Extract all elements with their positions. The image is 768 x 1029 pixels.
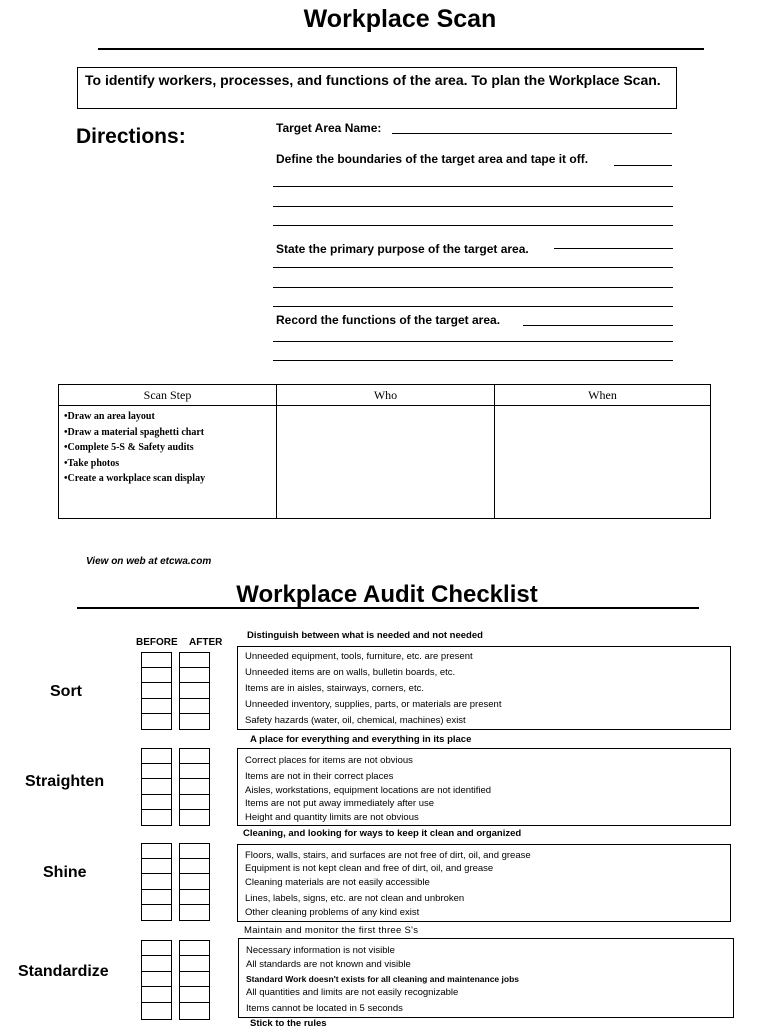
directions-label: Directions: [76,125,186,148]
list-item: •Draw a material spaghetti chart [64,426,205,438]
sort-before-checkboxes [141,652,172,730]
checkbox[interactable] [180,779,209,794]
checkbox[interactable] [142,764,171,779]
when-cell[interactable] [495,406,711,519]
list-item: Floors, walls, stairs, and surfaces are not free of dirt, oil, and grease [245,850,531,861]
checkbox[interactable] [142,905,171,919]
list-item: Unneeded equipment, tools, furniture, etc. are present [245,651,473,662]
list-item: •Take photos [64,457,120,469]
checkbox[interactable] [180,699,209,714]
checkbox[interactable] [180,956,209,971]
checkbox[interactable] [142,956,171,971]
scan-steps-cell [59,406,277,519]
list-item: Standard Work doesn't exists for all cleaning and maintenance jobs [246,974,519,984]
straighten-after-checkboxes [179,748,210,826]
audit-title-underline [77,607,699,609]
sort-after-checkboxes [179,652,210,730]
list-item: Items are not put away immediately after use [245,798,435,809]
purpose-line[interactable] [273,306,673,307]
checkbox[interactable] [180,749,209,764]
checkbox[interactable] [142,859,171,874]
boundaries-line[interactable] [273,206,673,207]
header-scan-step: Scan Step [59,385,277,406]
checkbox[interactable] [142,749,171,764]
audit-title: Workplace Audit Checklist [236,581,538,608]
checkbox[interactable] [142,714,171,728]
list-item: Items are in aisles, stairways, corners, etc. [245,683,424,694]
checkbox[interactable] [142,653,171,668]
checkbox[interactable] [180,653,209,668]
checkbox[interactable] [180,844,209,859]
list-item: Height and quantity limits are not obvious [245,812,419,823]
purpose-field[interactable] [554,248,673,249]
purpose-line[interactable] [273,287,673,288]
boundaries-line[interactable] [273,225,673,226]
boundaries-label: Define the boundaries of the target area and tape it off. [276,152,589,166]
checkbox[interactable] [180,764,209,779]
checkbox[interactable] [180,941,209,956]
purpose-line[interactable] [273,267,673,268]
sort-label: Sort [50,683,82,700]
list-item: •Create a workplace scan display [64,473,206,484]
list-item: Unneeded items are on walls, bulletin boards, etc. [245,667,456,678]
web-link[interactable]: View on web at etcwa.com [86,556,212,567]
scan-title: Workplace Scan [303,5,497,33]
shine-before-checkboxes [141,843,172,921]
purpose-label: State the primary purpose of the target area. [276,242,529,256]
objective-box: To identify workers, processes, and functions of the area. To plan the Workplace Scan. [77,67,677,109]
list-item: Correct places for items are not obvious [245,755,413,766]
after-column-header: AFTER [189,637,223,648]
checkbox[interactable] [142,668,171,683]
who-cell[interactable] [277,406,495,519]
functions-field[interactable] [523,325,673,326]
list-item: •Complete 5-S & Safety audits [64,442,194,453]
checkbox[interactable] [142,987,171,1002]
header-when: When [495,385,711,406]
functions-label: Record the functions of the target area. [276,313,501,327]
shine-items-box [237,844,731,922]
before-column-header: BEFORE [136,637,178,648]
table-row [59,406,711,519]
list-item: Cleaning materials are not easily accessible [245,877,430,888]
shine-heading: Cleaning, and looking for ways to keep it clean and organized [243,828,522,839]
checkbox[interactable] [180,859,209,874]
checkbox[interactable] [180,890,209,905]
list-item: All standards are not known and visible [246,959,411,970]
checkbox[interactable] [180,874,209,889]
straighten-before-checkboxes [141,748,172,826]
list-item: All quantities and limits are not easily recognizable [246,987,459,998]
sort-heading: Distinguish between what is needed and not needed [247,630,483,641]
list-item: Unneeded inventory, supplies, parts, or materials are present [245,699,502,710]
list-item: Items are not in their correct places [245,771,394,782]
list-item: Other cleaning problems of any kind exist [245,907,420,918]
list-item: Lines, labels, signs, etc. are not clean and unbroken [245,893,465,904]
target-area-label: Target Area Name: [276,121,382,135]
functions-line[interactable] [273,341,673,342]
boundaries-field[interactable] [614,165,672,166]
checkbox[interactable] [180,714,209,728]
straighten-items-box [237,748,731,826]
checkbox[interactable] [142,890,171,905]
checkbox[interactable] [142,795,171,810]
checkbox[interactable] [142,683,171,698]
checkbox[interactable] [180,987,209,1002]
title-underline [98,48,704,50]
list-item: Equipment is not kept clean and free of dirt, oil, and grease [245,863,494,874]
list-item: Items cannot be located in 5 seconds [246,1003,403,1014]
sustain-heading-clipped: Stick to the rules [250,1018,327,1029]
scan-step-table [58,384,711,519]
list-item: Safety hazards (water, oil, chemical, machines) exist [245,715,466,726]
straighten-heading: A place for everything and everything in its place [250,734,472,745]
checkbox[interactable] [142,1003,171,1018]
checkbox[interactable] [142,941,171,956]
list-item: Necessary information is not visible [246,945,395,956]
checkbox[interactable] [142,874,171,889]
standardize-label: Standardize [18,963,109,980]
table-header-row [59,385,711,406]
checkbox[interactable] [180,668,209,683]
header-who: Who [277,385,495,406]
checkbox[interactable] [180,905,209,919]
boundaries-line[interactable] [273,186,673,187]
checkbox[interactable] [180,1003,209,1018]
checkbox[interactable] [180,795,209,810]
checkbox[interactable] [142,972,171,987]
standardize-heading: Maintain and monitor the first three S's [244,925,419,936]
checkbox[interactable] [180,810,209,824]
checkbox[interactable] [180,972,209,987]
sort-items-box [237,646,731,730]
list-item: Aisles, workstations, equipment locations are not identified [245,785,492,796]
checkbox[interactable] [142,844,171,859]
standardize-before-checkboxes [141,940,172,1020]
shine-after-checkboxes [179,843,210,921]
standardize-after-checkboxes [179,940,210,1020]
checkbox[interactable] [142,779,171,794]
target-area-field[interactable] [392,133,672,134]
standardize-items-box [238,938,734,1018]
checkbox[interactable] [142,699,171,714]
functions-line[interactable] [273,360,673,361]
checkbox[interactable] [142,810,171,824]
straighten-label: Straighten [25,773,105,790]
shine-label: Shine [43,864,87,881]
list-item: •Draw an area layout [64,411,155,422]
checkbox[interactable] [180,683,209,698]
